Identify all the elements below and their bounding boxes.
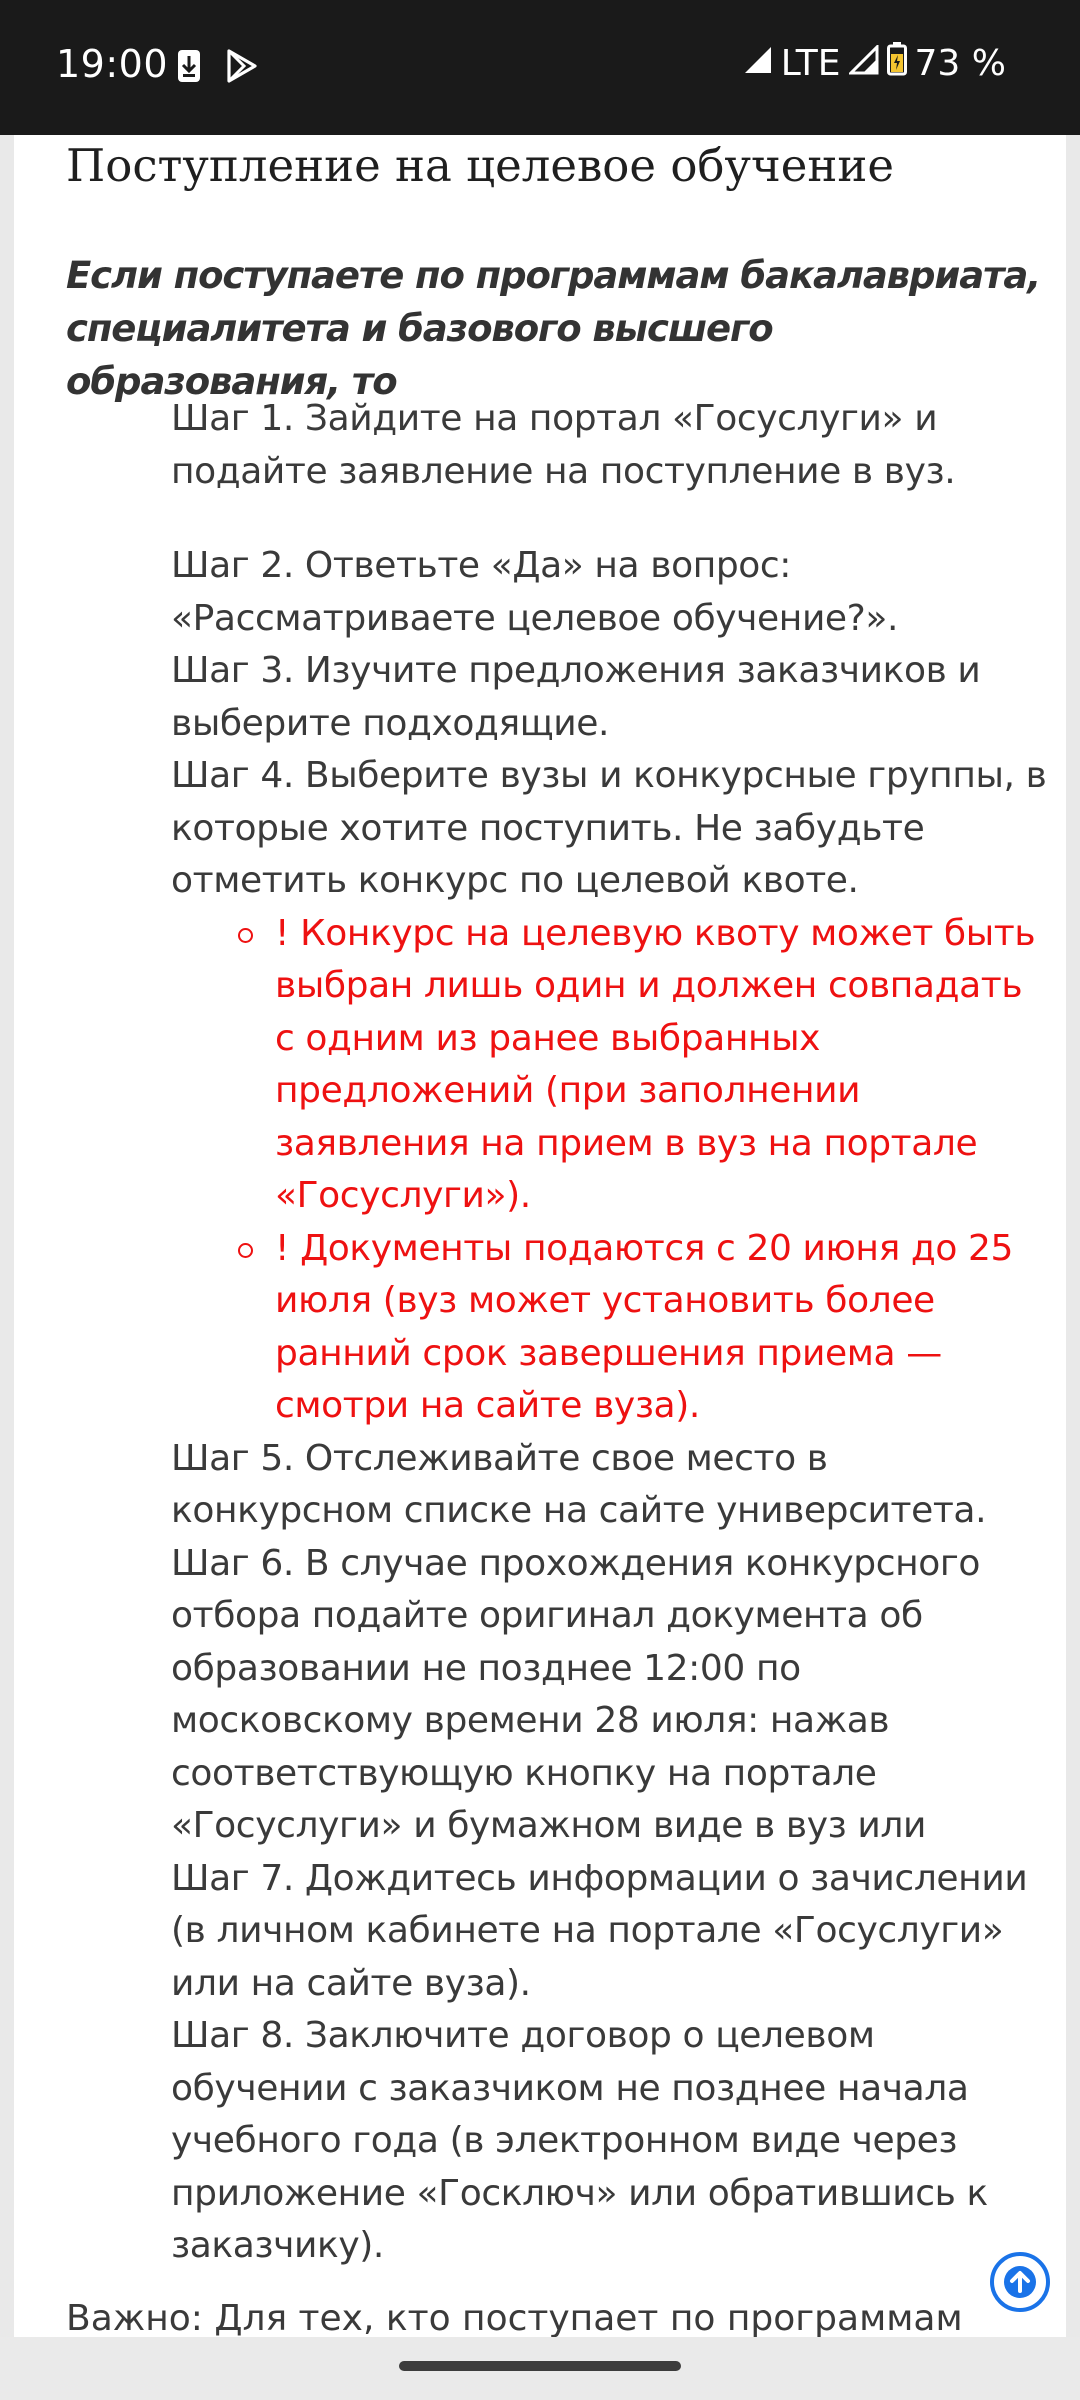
step-7: Шаг 7. Дождитесь информации о зачислении (в личном кабинете на портале «Госуслуги» или на сайте вуза). xyxy=(171,1857,1028,2004)
important-note-partial: Важно: Для тех, кто поступает по программам xyxy=(66,2298,963,2337)
system-icons xyxy=(743,42,1006,85)
status-bar xyxy=(0,0,1080,135)
play-store-icon xyxy=(224,48,258,88)
step-2: Шаг 2. Ответьте «Да» на вопрос: «Рассматриваете целевое обучение?». xyxy=(171,545,899,639)
signal-icon xyxy=(743,43,773,84)
step-3: Шаг 3. Изучите предложения заказчиков и выберите подходящие. xyxy=(171,650,981,744)
notification-icons xyxy=(176,48,258,88)
warning-note-text: ! Документы подаются с 20 июня до 25 июля (вуз может установить более ранний срок завершения приема — смотри на сайте вуза). xyxy=(275,1227,1014,1426)
battery-icon xyxy=(887,42,907,85)
intro-text: Если поступаете по программам бакалавриата, специалитета и базового высшего образования, то xyxy=(66,254,1041,403)
battery-percent: 73 % xyxy=(914,43,1006,84)
arrow-up-icon xyxy=(1002,2264,1038,2300)
warning-notes xyxy=(171,908,1051,1433)
step-1: Шаг 1. Зайдите на портал «Госуслуги» и подайте заявление на поступление в вуз. xyxy=(171,398,956,492)
step-8: Шаг 8. Заключите договор о целевом обучении с заказчиком не позднее начала учебного года (в электронном виде через приложение «Госключ» или обратившись к заказчику). xyxy=(171,2015,988,2266)
warning-note xyxy=(275,908,1051,1223)
step-4: Шаг 4. Выберите вузы и конкурсные группы, в которые хотите поступить. Не забудьте отметить конкурс по целевой квоте. xyxy=(171,755,1047,901)
step-6: Шаг 6. В случае прохождения конкурсного отбора подайте оригинал документа об образовании не позднее 12:00 по московскому времени 28 июля: нажав соответствующую кнопку на портале «Госуслуги» и бумажном виде в вуз или xyxy=(171,1542,981,1846)
navigation-bar xyxy=(0,2337,1080,2400)
scroll-to-top-button[interactable] xyxy=(990,2252,1050,2312)
page-title: Поступление на целевое обучение xyxy=(66,139,894,192)
warning-note-text: ! Конкурс на целевую квоту может быть выбран лишь один и должен совпадать с одним из ранее выбранных предложений (при заполнении заявления на прием в вуз на портале «Госуслуги»). xyxy=(275,912,1036,1216)
circle-bullet-icon xyxy=(238,928,253,943)
download-icon xyxy=(176,48,202,88)
status-time: 19:00 xyxy=(56,42,169,86)
steps-list xyxy=(171,393,1051,2273)
signal-icon-2 xyxy=(849,43,879,84)
article-page xyxy=(14,135,1066,2337)
step-5: Шаг 5. Отслеживайте свое место в конкурсном списке на сайте университета. xyxy=(171,1437,987,1531)
warning-note xyxy=(275,1223,1051,1433)
network-type: LTE xyxy=(780,43,841,84)
gesture-handle[interactable] xyxy=(399,2361,681,2371)
circle-bullet-icon xyxy=(238,1243,253,1258)
